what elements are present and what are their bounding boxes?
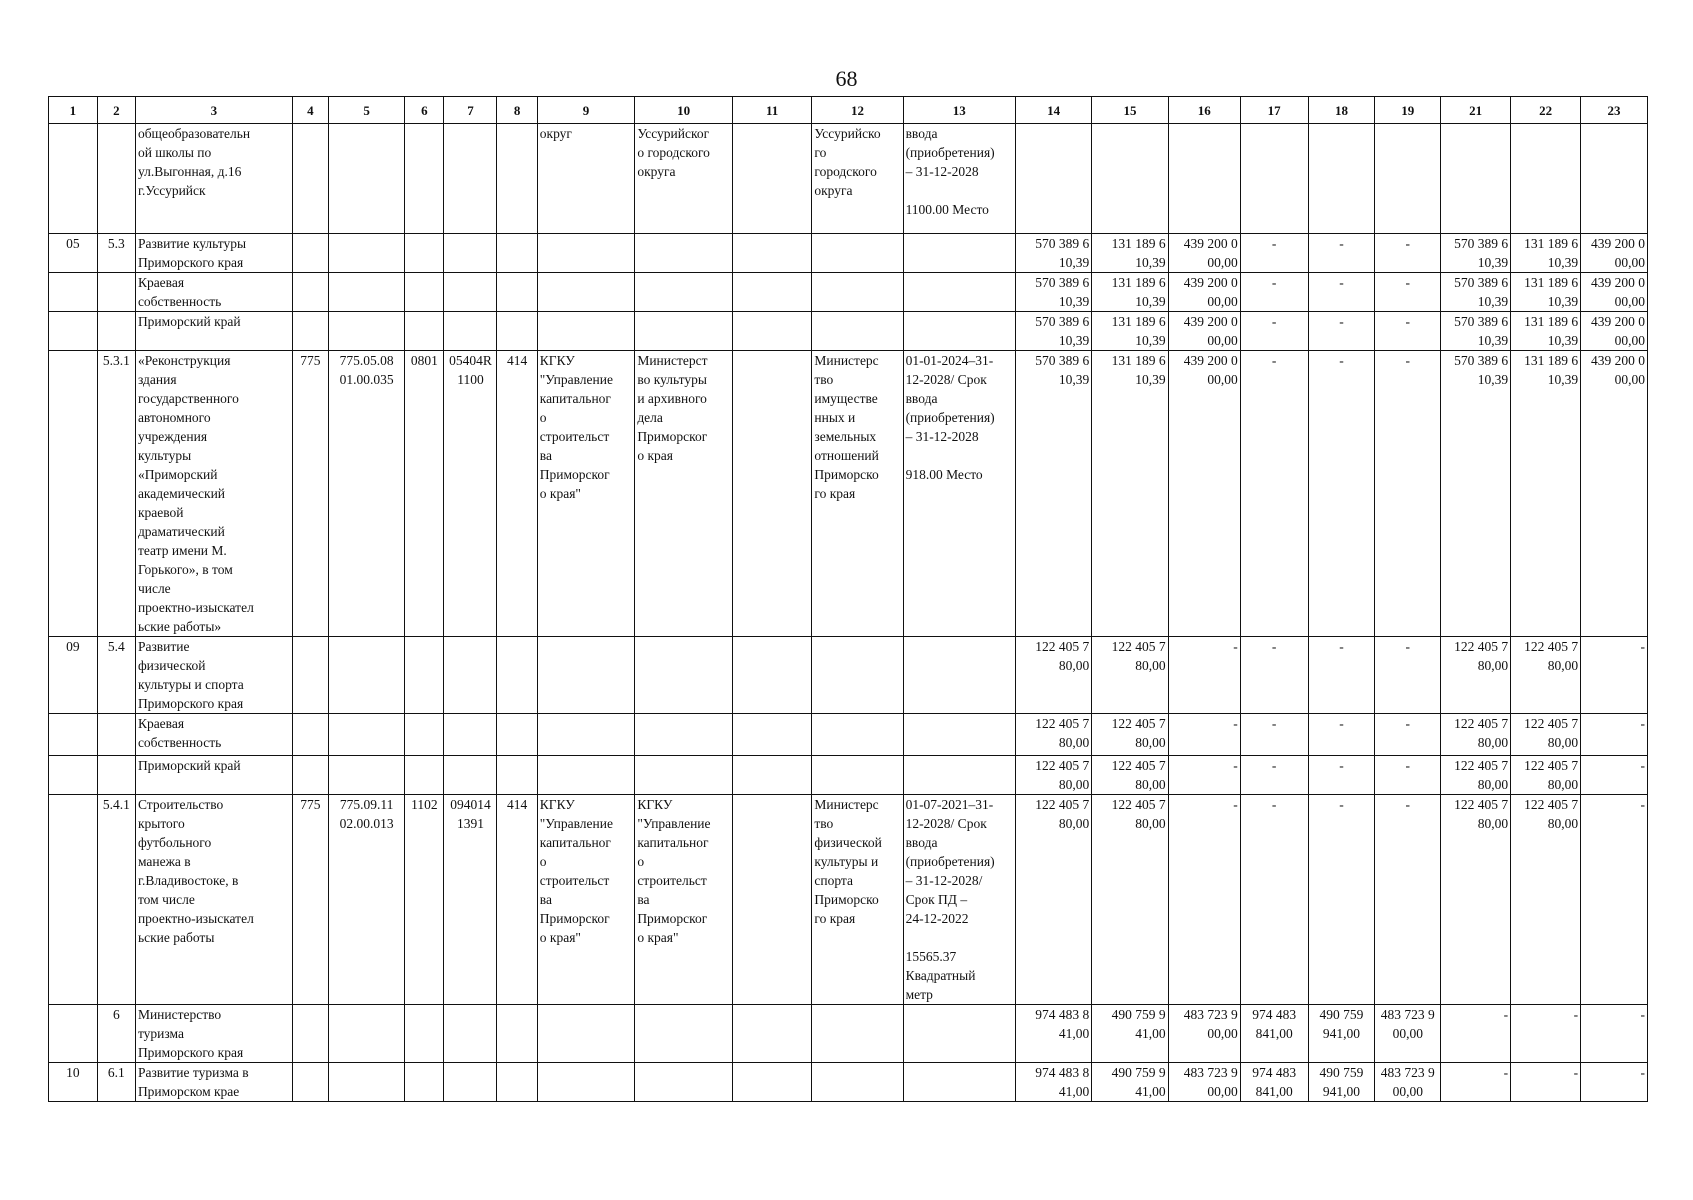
table-cell: 570 389 6 10,39 <box>1015 312 1091 351</box>
table-cell <box>49 756 98 795</box>
table-cell: 775.09.11 02.00.013 <box>328 795 404 1005</box>
table-cell: 10 <box>49 1063 98 1102</box>
table-cell: - <box>1308 312 1375 351</box>
column-header: 3 <box>135 97 292 124</box>
table-cell <box>1168 124 1240 234</box>
table-cell: 122 405 7 80,00 <box>1441 795 1511 1005</box>
table-cell: 122 405 7 80,00 <box>1441 756 1511 795</box>
table-cell: 490 759 941,00 <box>1308 1005 1375 1063</box>
table-cell <box>537 273 635 312</box>
table-cell: - <box>1240 351 1308 637</box>
table-row <box>49 795 1648 1005</box>
table-row <box>49 637 1648 714</box>
table-row <box>49 714 1648 756</box>
table-cell <box>292 234 328 273</box>
table-cell: 570 389 6 10,39 <box>1441 312 1511 351</box>
table-cell: 490 759 9 41,00 <box>1092 1063 1168 1102</box>
table-cell: Краевая собственность <box>135 714 292 756</box>
table-cell: - <box>1581 756 1648 795</box>
table-cell: 01-01-2024–31- 12-2028/ Срок ввода (приобретения) – 31-12-2028 918.00 Место <box>903 351 1015 637</box>
table-cell: 439 200 0 00,00 <box>1168 351 1240 637</box>
table-cell: Строительство крытого футбольного манежа в г.Владивостоке, в том числе проектно-изыскател ьские работы <box>135 795 292 1005</box>
table-cell <box>903 1005 1015 1063</box>
column-header: 15 <box>1092 97 1168 124</box>
column-header: 19 <box>1375 97 1441 124</box>
table-cell <box>537 714 635 756</box>
table-cell: - <box>1581 1063 1648 1102</box>
table-cell: - <box>1375 234 1441 273</box>
table-cell: 122 405 7 80,00 <box>1092 714 1168 756</box>
table-cell: Развитие физической культуры и спорта Приморского края <box>135 637 292 714</box>
table-cell: 05404R 1100 <box>444 351 497 637</box>
table-cell <box>1308 124 1375 234</box>
table-cell: - <box>1168 714 1240 756</box>
table-cell <box>444 234 497 273</box>
table-cell <box>49 795 98 1005</box>
table-cell <box>405 273 444 312</box>
table-cell: - <box>1375 351 1441 637</box>
table-cell: 0801 <box>405 351 444 637</box>
table-cell <box>812 714 903 756</box>
table-cell <box>812 312 903 351</box>
column-header: 11 <box>732 97 812 124</box>
column-header: 8 <box>497 97 537 124</box>
table-cell: 122 405 7 80,00 <box>1511 756 1581 795</box>
table-cell: Развитие туризма в Приморском крае <box>135 1063 292 1102</box>
table-cell <box>292 637 328 714</box>
table-cell: - <box>1375 714 1441 756</box>
column-header: 4 <box>292 97 328 124</box>
table-cell: округ <box>537 124 635 234</box>
table-cell <box>405 1063 444 1102</box>
table-cell: 5.4.1 <box>97 795 135 1005</box>
table-cell: 5.4 <box>97 637 135 714</box>
table-cell <box>497 312 537 351</box>
table-cell: 570 389 6 10,39 <box>1015 351 1091 637</box>
table-cell <box>97 714 135 756</box>
table-cell <box>812 273 903 312</box>
table-cell <box>444 124 497 234</box>
header-row <box>49 97 1648 124</box>
table-cell: КГКУ "Управление капитальног о строительст ва Приморског о края" <box>537 351 635 637</box>
table-cell: - <box>1240 312 1308 351</box>
table-cell: - <box>1308 714 1375 756</box>
table-cell <box>812 756 903 795</box>
table-cell: - <box>1308 637 1375 714</box>
column-header: 7 <box>444 97 497 124</box>
table-cell: Министерс тво имуществе нных и земельных отношений Приморско го края <box>812 351 903 637</box>
table-cell: 483 723 9 00,00 <box>1375 1005 1441 1063</box>
table-cell: - <box>1308 273 1375 312</box>
budget-table <box>48 96 1648 1102</box>
table-cell <box>635 234 733 273</box>
table-cell <box>537 234 635 273</box>
table-cell: 131 189 6 10,39 <box>1511 312 1581 351</box>
table-cell <box>903 234 1015 273</box>
table-cell <box>635 273 733 312</box>
table-cell <box>97 312 135 351</box>
table-cell <box>49 273 98 312</box>
table-cell <box>497 756 537 795</box>
table-row <box>49 234 1648 273</box>
table-row <box>49 124 1648 234</box>
table-cell: 974 483 841,00 <box>1240 1063 1308 1102</box>
table-cell: Уссурийско го городского округа <box>812 124 903 234</box>
table-row <box>49 756 1648 795</box>
table-cell: 122 405 7 80,00 <box>1511 637 1581 714</box>
table-cell: - <box>1511 1063 1581 1102</box>
table-cell: - <box>1511 1005 1581 1063</box>
table-cell: 6.1 <box>97 1063 135 1102</box>
table-cell <box>97 756 135 795</box>
page-number: 68 <box>835 66 858 91</box>
table-cell <box>292 124 328 234</box>
table-cell <box>812 1005 903 1063</box>
table-cell <box>292 1005 328 1063</box>
table-cell <box>1375 124 1441 234</box>
table-cell: - <box>1375 795 1441 1005</box>
table-cell: 570 389 6 10,39 <box>1441 351 1511 637</box>
table-cell: Приморский край <box>135 312 292 351</box>
table-cell: 131 189 6 10,39 <box>1511 351 1581 637</box>
table-cell <box>903 1063 1015 1102</box>
table-cell <box>49 124 98 234</box>
table-cell <box>328 234 404 273</box>
table-cell <box>444 637 497 714</box>
table-cell <box>537 637 635 714</box>
table-cell <box>405 637 444 714</box>
column-header: 21 <box>1441 97 1511 124</box>
table-cell <box>732 714 812 756</box>
table-cell <box>903 637 1015 714</box>
table-cell: 122 405 7 80,00 <box>1441 637 1511 714</box>
table-cell: 01-07-2021–31- 12-2028/ Срок ввода (приобретения) – 31-12-2028/ Срок ПД – 24-12-2022 15565.37 Квадратный метр <box>903 795 1015 1005</box>
table-cell: 775 <box>292 351 328 637</box>
table-cell: - <box>1375 756 1441 795</box>
table-cell <box>328 1063 404 1102</box>
table-cell: 570 389 6 10,39 <box>1015 273 1091 312</box>
column-header: 14 <box>1015 97 1091 124</box>
table-cell: Министерст во культуры и архивного дела Приморског о края <box>635 351 733 637</box>
table-cell <box>812 1063 903 1102</box>
table-cell: Министерс тво физической культуры и спорта Приморско го края <box>812 795 903 1005</box>
table-cell <box>1092 124 1168 234</box>
table-cell: - <box>1240 637 1308 714</box>
column-header: 9 <box>537 97 635 124</box>
table-cell: - <box>1581 637 1648 714</box>
column-header: 18 <box>1308 97 1375 124</box>
table-cell: 483 723 9 00,00 <box>1168 1005 1240 1063</box>
table-cell: 483 723 9 00,00 <box>1168 1063 1240 1102</box>
table-cell: 439 200 0 00,00 <box>1168 234 1240 273</box>
table-cell <box>97 124 135 234</box>
table-cell: Уссурийског о городского округа <box>635 124 733 234</box>
table-cell <box>732 1005 812 1063</box>
table-cell: - <box>1375 637 1441 714</box>
table-cell <box>1581 124 1648 234</box>
table-cell <box>812 234 903 273</box>
table-cell: 6 <box>97 1005 135 1063</box>
table-cell: - <box>1168 795 1240 1005</box>
table-cell <box>497 1063 537 1102</box>
table-cell <box>49 351 98 637</box>
table-cell <box>405 312 444 351</box>
table-cell <box>903 312 1015 351</box>
table-cell <box>635 714 733 756</box>
table-cell <box>537 1005 635 1063</box>
table-cell: 122 405 7 80,00 <box>1511 795 1581 1005</box>
table-cell: - <box>1308 756 1375 795</box>
table-cell: 122 405 7 80,00 <box>1015 714 1091 756</box>
table-cell: 131 189 6 10,39 <box>1092 312 1168 351</box>
table-cell: КГКУ "Управление капитальног о строительст ва Приморског о края" <box>635 795 733 1005</box>
table-cell: 09 <box>49 637 98 714</box>
table-cell: 483 723 9 00,00 <box>1375 1063 1441 1102</box>
table-cell: 570 389 6 10,39 <box>1015 234 1091 273</box>
table-cell: - <box>1375 273 1441 312</box>
table-cell: 122 405 7 80,00 <box>1015 756 1091 795</box>
table-cell: 122 405 7 80,00 <box>1511 714 1581 756</box>
table-cell: - <box>1308 795 1375 1005</box>
table-row <box>49 273 1648 312</box>
table-cell <box>292 1063 328 1102</box>
table-cell <box>444 1005 497 1063</box>
table-cell <box>1441 124 1511 234</box>
table-cell <box>732 273 812 312</box>
table-cell: 570 389 6 10,39 <box>1441 234 1511 273</box>
table-cell <box>405 234 444 273</box>
table-cell <box>444 273 497 312</box>
table-cell <box>732 1063 812 1102</box>
table-cell: 122 405 7 80,00 <box>1015 795 1091 1005</box>
column-header: 13 <box>903 97 1015 124</box>
table-cell <box>328 756 404 795</box>
table-cell: - <box>1240 795 1308 1005</box>
table-cell: 775.05.08 01.00.035 <box>328 351 404 637</box>
table-cell <box>497 637 537 714</box>
table-cell: - <box>1441 1005 1511 1063</box>
table-cell: - <box>1308 234 1375 273</box>
table-cell: 131 189 6 10,39 <box>1092 234 1168 273</box>
table-cell: 094014 1391 <box>444 795 497 1005</box>
table-cell: 974 483 8 41,00 <box>1015 1063 1091 1102</box>
table-cell <box>405 1005 444 1063</box>
table-cell: - <box>1441 1063 1511 1102</box>
table-cell <box>497 714 537 756</box>
table-body <box>49 124 1648 1102</box>
table-row <box>49 312 1648 351</box>
table-cell <box>444 1063 497 1102</box>
table-cell <box>635 1063 733 1102</box>
column-header: 22 <box>1511 97 1581 124</box>
table-cell: 439 200 0 00,00 <box>1581 351 1648 637</box>
table-cell: - <box>1581 1005 1648 1063</box>
table-cell: 439 200 0 00,00 <box>1581 234 1648 273</box>
table-cell: - <box>1168 637 1240 714</box>
table-cell: - <box>1581 795 1648 1005</box>
table-cell <box>635 1005 733 1063</box>
table-cell <box>903 273 1015 312</box>
table-cell: 122 405 7 80,00 <box>1441 714 1511 756</box>
table-cell <box>497 1005 537 1063</box>
table-cell: 414 <box>497 795 537 1005</box>
table-cell <box>49 714 98 756</box>
table-cell: 131 189 6 10,39 <box>1511 234 1581 273</box>
table-cell: - <box>1168 756 1240 795</box>
table-cell <box>497 234 537 273</box>
table-cell: 974 483 8 41,00 <box>1015 1005 1091 1063</box>
table-cell <box>444 312 497 351</box>
table-cell: 122 405 7 80,00 <box>1092 795 1168 1005</box>
table-cell <box>328 273 404 312</box>
table-cell: 131 189 6 10,39 <box>1092 273 1168 312</box>
table-cell: 490 759 941,00 <box>1308 1063 1375 1102</box>
table-cell <box>328 124 404 234</box>
column-header: 5 <box>328 97 404 124</box>
table-cell: - <box>1240 234 1308 273</box>
table-cell: КГКУ "Управление капитальног о строительст ва Приморског о края" <box>537 795 635 1005</box>
table-cell <box>444 756 497 795</box>
table-cell <box>635 312 733 351</box>
table-cell: 5.3.1 <box>97 351 135 637</box>
table-cell <box>732 795 812 1005</box>
column-header: 12 <box>812 97 903 124</box>
table-cell <box>635 637 733 714</box>
table-cell: 974 483 841,00 <box>1240 1005 1308 1063</box>
table-cell <box>903 756 1015 795</box>
table-cell: - <box>1240 756 1308 795</box>
table-row <box>49 1005 1648 1063</box>
table-cell: 414 <box>497 351 537 637</box>
table-cell <box>405 756 444 795</box>
table-cell <box>49 312 98 351</box>
table-cell <box>537 1063 635 1102</box>
table-cell: 131 189 6 10,39 <box>1511 273 1581 312</box>
table-cell: 131 189 6 10,39 <box>1092 351 1168 637</box>
table-cell <box>635 756 733 795</box>
table-cell: - <box>1240 714 1308 756</box>
table-cell: 122 405 7 80,00 <box>1015 637 1091 714</box>
table-cell: Краевая собственность <box>135 273 292 312</box>
column-header: 6 <box>405 97 444 124</box>
table-cell: ввода (приобретения) – 31-12-2028 1100.00 Место <box>903 124 1015 234</box>
table-cell <box>292 312 328 351</box>
table-cell <box>405 714 444 756</box>
table-cell: 439 200 0 00,00 <box>1581 273 1648 312</box>
table-cell <box>49 1005 98 1063</box>
table-cell: 1102 <box>405 795 444 1005</box>
table-cell <box>328 1005 404 1063</box>
column-header: 10 <box>635 97 733 124</box>
column-header: 1 <box>49 97 98 124</box>
table-cell <box>732 312 812 351</box>
table-cell: 439 200 0 00,00 <box>1168 273 1240 312</box>
table-cell: 439 200 0 00,00 <box>1168 312 1240 351</box>
table-cell <box>903 714 1015 756</box>
table-cell <box>732 756 812 795</box>
table-cell: 490 759 9 41,00 <box>1092 1005 1168 1063</box>
table-cell <box>812 637 903 714</box>
table-cell <box>328 312 404 351</box>
table-row <box>49 1063 1648 1102</box>
column-header: 17 <box>1240 97 1308 124</box>
table-cell: Министерство туризма Приморского края <box>135 1005 292 1063</box>
table-cell <box>292 273 328 312</box>
table-cell: 5.3 <box>97 234 135 273</box>
table-cell: 122 405 7 80,00 <box>1092 637 1168 714</box>
table-cell <box>1511 124 1581 234</box>
table-cell: - <box>1240 273 1308 312</box>
table-cell <box>732 637 812 714</box>
table-cell <box>97 273 135 312</box>
column-header: 16 <box>1168 97 1240 124</box>
table-cell: - <box>1308 351 1375 637</box>
table-cell <box>732 351 812 637</box>
table-cell <box>292 714 328 756</box>
table-cell <box>444 714 497 756</box>
table-cell: 775 <box>292 795 328 1005</box>
table-cell <box>732 124 812 234</box>
table-cell <box>328 637 404 714</box>
table-cell <box>1240 124 1308 234</box>
table-cell: «Реконструкция здания государственного автономного учреждения культуры «Приморский академический краевой драматический театр имени М. Горького», в том числе проектно-изыскател ьские работы» <box>135 351 292 637</box>
table-cell: 05 <box>49 234 98 273</box>
table-cell: - <box>1375 312 1441 351</box>
table-cell: Развитие культуры Приморского края <box>135 234 292 273</box>
table-cell <box>328 714 404 756</box>
table-cell: - <box>1581 714 1648 756</box>
table-cell <box>537 756 635 795</box>
table-cell: 122 405 7 80,00 <box>1092 756 1168 795</box>
table-cell <box>292 756 328 795</box>
column-header: 2 <box>97 97 135 124</box>
table-cell <box>497 273 537 312</box>
table-cell: 439 200 0 00,00 <box>1581 312 1648 351</box>
table-row <box>49 351 1648 637</box>
table-cell <box>1015 124 1091 234</box>
table-cell <box>497 124 537 234</box>
column-header: 23 <box>1581 97 1648 124</box>
table-cell: 570 389 6 10,39 <box>1441 273 1511 312</box>
table-cell: Приморский край <box>135 756 292 795</box>
table-cell <box>537 312 635 351</box>
table-cell: общеобразовательн ой школы по ул.Выгонная, д.16 г.Уссурийск <box>135 124 292 234</box>
table-cell <box>732 234 812 273</box>
table-cell <box>405 124 444 234</box>
